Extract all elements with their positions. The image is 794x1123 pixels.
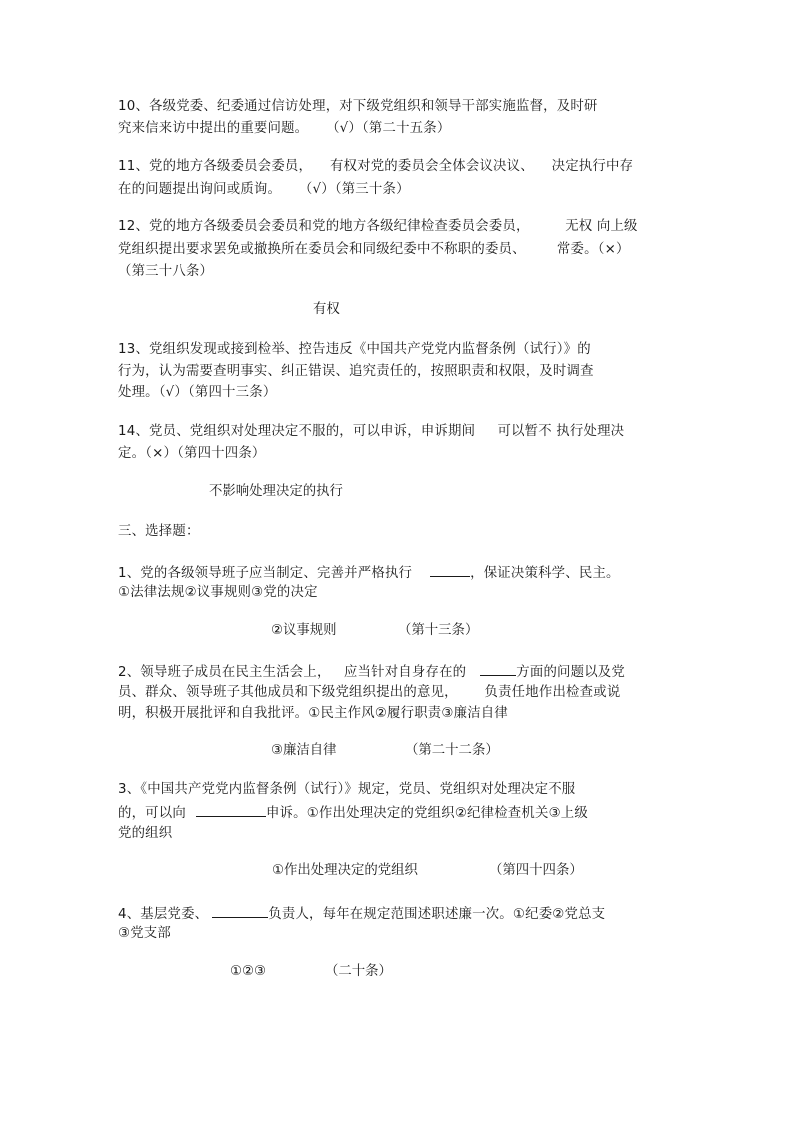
c1-answer: ②议事规则 (271, 623, 337, 638)
c2-article: （第二十二条） (405, 743, 499, 758)
q10-line-1: 10、各级党委、纪委通过信访处理，对下级党组织和领导干部实施监督，及时研 (118, 99, 598, 114)
c3-article: （第四十四条） (489, 863, 583, 878)
c2-line-3: 明，积极开展批评和自我批评。①民主作风②履行职责③廉洁自律 (118, 706, 508, 721)
c4-article: （二十条） (325, 964, 392, 979)
q12-line-1: 12、党的地方各级委员会委员和党的地方各级纪律检查委员会委员， 无权 向上级 (118, 219, 638, 234)
q12-correction: 有权 (313, 302, 340, 317)
c1-text-before-blank: 1、党的各级领导班子应当制定、完善并严格执行 (118, 566, 413, 581)
c1-line-1 (118, 563, 620, 583)
c2-line-2: 员、群众、领导班子其他成员和下级党组织提出的意见， 负责任地作出检查或说 (118, 685, 621, 700)
c2-line-1 (118, 662, 625, 682)
q10-line-2: 究来信来访中提出的重要问题。 （√）（第二十五条） (118, 121, 451, 136)
c3-line-2 (118, 803, 588, 823)
c2-answer-blank (480, 662, 516, 676)
c3-answer: ①作出处理决定的党组织 (272, 863, 418, 878)
c3-text-before-blank: 的，可以向 (118, 806, 186, 821)
section-3-heading: 三、选择题： (118, 524, 200, 539)
c4-line-2: ③党支部 (118, 926, 171, 941)
q11-line-1: 11、党的地方各级委员会委员， 有权对党的委员会全体会议决议、 决定执行中存 (118, 159, 634, 174)
c3-line-1: 3、《中国共产党党内监督条例（试行）》规定，党员、党组织对处理决定不服 (118, 782, 576, 797)
q14-line-1: 14、党员、党组织对处理决定不服的，可以申诉，申诉期间 可以暂不 执行处理决 (118, 424, 625, 439)
c2-text-after-blank: 方面的问题以及党 (516, 665, 625, 680)
q12-line-3: （第三十八条） (118, 264, 214, 279)
c4-answer: ①②③ (230, 964, 267, 979)
q14-correction: 不影响处理决定的执行 (209, 484, 343, 499)
q12-line-2: 党组织提出要求罢免或撤换所在委员会和同级纪委中不称职的委员、 常委。（×） (118, 242, 630, 257)
c1-answer-blank (430, 563, 470, 577)
q13-line-1: 13、党组织发现或接到检举、控告违反《中国共产党党内监督条例（试行）》的 (118, 342, 591, 357)
q14-line-2: 定。（×）（第四十四条） (118, 446, 266, 461)
q13-line-2: 行为，认为需要查明事实、纠正错误、追究责任的，按照职责和权限，及时调查 (118, 364, 594, 379)
c1-line-2: ①法律法规②议事规则③党的决定 (118, 585, 318, 600)
c3-line-3: 党的组织 (118, 826, 173, 841)
c4-line-1 (118, 904, 605, 924)
c4-text-after-blank: 负责人，每年在规定范围述职述廉一次。①纪委②党总支 (268, 907, 606, 922)
c3-answer-blank (196, 803, 266, 817)
c4-answer-blank (212, 904, 268, 918)
c3-text-after-blank: 申诉。①作出处理决定的党组织②纪律检查机关③上级 (265, 806, 588, 821)
c4-text-before-blank: 4、基层党委、 (118, 907, 209, 922)
q11-line-2: 在的问题提出询问或质询。 （√）（第三十条） (118, 182, 410, 197)
c2-answer: ③廉洁自律 (271, 743, 337, 758)
c2-text-before-blank: 2、领导班子成员在民主生活会上， 应当针对自身存在的 (118, 665, 467, 680)
c1-text-after-blank: ，保证决策科学、民主。 (470, 566, 620, 581)
c1-article: （第十三条） (398, 623, 479, 638)
q13-line-3: 处理。（√）（第四十三条） (118, 385, 277, 400)
